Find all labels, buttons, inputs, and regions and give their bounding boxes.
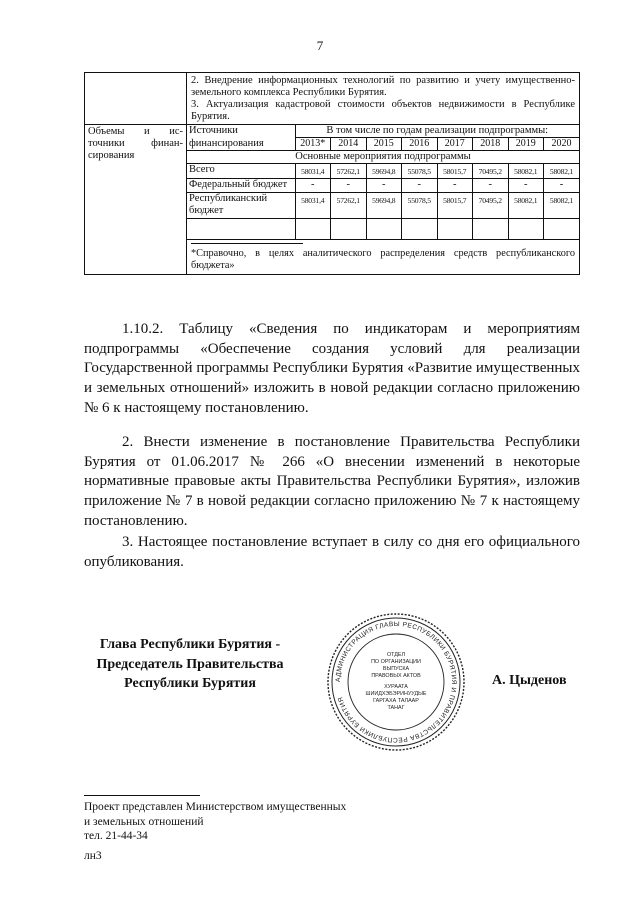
year-cell: 2017 — [437, 138, 473, 151]
value-cell: 59694,8 — [366, 192, 402, 218]
seal-center-line: ОТДЕЛ — [386, 652, 406, 658]
value-cell: 59694,8 — [366, 164, 402, 179]
seal-center-line: ПРАВОВЫХ АКТОВ — [371, 673, 421, 679]
goals-label-cell — [85, 73, 187, 125]
paragraph-2: 2. Внести изменение в постановление Правительства Республики Бурятия от 01.06.2017 № 266 «О внесении изменений в некоторые нормативные правовые акты Правительства Республики Бурятия», изложив приложение № 7 в новой редакции согласно приложению № 7 к настоящему постановлению. — [84, 434, 580, 529]
signatory-title-line: Республики Бурятия — [124, 676, 256, 691]
row-label-line: Объемы и ис- — [88, 126, 183, 137]
goal-item-2: 2. Внедрение информационных технологий по развитию и учету имущественно-земельного комплекса Республики Бурятия. — [191, 75, 575, 98]
footnote-text: *Справочно, в целях аналитического распределения средств республиканского бюджета» — [191, 247, 575, 271]
seal-center-line: ПО ОРГАНИЗАЦИИ — [371, 659, 421, 665]
row-label-line: точники финан- — [88, 138, 183, 149]
years-header: В том числе по годам реализации подпрограммы: — [295, 125, 579, 138]
financing-label-cell — [85, 125, 187, 275]
value-cell: - — [473, 179, 509, 193]
row-label: Республиканский бюджет — [187, 192, 295, 218]
table-row — [187, 192, 579, 218]
submitter-note — [84, 800, 346, 844]
table-row — [187, 164, 579, 179]
goals-cell — [187, 73, 580, 125]
table-row — [187, 179, 579, 193]
value-cell: 70495,2 — [473, 192, 509, 218]
year-cell: 2015 — [366, 138, 402, 151]
value-cell: 58082,1 — [544, 164, 580, 179]
seal-center-line: ВЫПУСКА — [382, 666, 410, 672]
paragraph-3: 3. Настоящее постановление вступает в силу со дня его официального опубликования. — [84, 534, 580, 570]
financing-table — [187, 125, 579, 274]
value-cell: - — [331, 179, 367, 193]
seal-ring-text: АДМИНИСТРАЦИЯ ГЛАВЫ РЕСПУБЛИКИ БУРЯТИЯ И ПРАВИТЕЛЬСТВА РЕСПУБЛИКИ БУРЯТИЯ — [334, 620, 458, 744]
seal-center-line: ТАНАГ — [387, 705, 405, 711]
footnote-row — [187, 239, 579, 274]
signatory-title-line: Председатель Правительства — [96, 656, 284, 672]
submitter-note-line: и земельных отношений — [84, 815, 204, 828]
goals-row — [85, 73, 580, 125]
seal-center-line: ХУРААТА — [384, 684, 408, 690]
year-cell: 2014 — [331, 138, 367, 151]
year-cell: 2020 — [544, 138, 580, 151]
signatory-title — [84, 635, 296, 694]
value-cell: 58082,1 — [544, 192, 580, 218]
row-label-line: сирования — [88, 150, 135, 161]
footnote-rule — [191, 243, 303, 244]
section-row — [187, 151, 579, 164]
value-cell: - — [437, 179, 473, 193]
value-cell: - — [508, 179, 544, 193]
footnote-cell — [187, 239, 579, 274]
value-cell: 70495,2 — [473, 164, 509, 179]
value-cell: - — [295, 179, 331, 193]
value-cell: 58082,1 — [508, 164, 544, 179]
value-cell: 55078,5 — [402, 192, 438, 218]
bottom-divider — [84, 795, 200, 796]
value-cell: 55078,5 — [402, 164, 438, 179]
page-number: 7 — [316, 38, 324, 53]
blank-row — [187, 218, 579, 239]
year-cell: 2019 — [508, 138, 544, 151]
value-cell: 58031,4 — [295, 164, 331, 179]
signatory-name: А. Цыденов — [492, 673, 567, 688]
signatory-title-line: Глава Республики Бурятия - — [99, 637, 281, 652]
year-cell: 2016 — [402, 138, 438, 151]
seal-center-line: ГАРГАХА ТАЛААР — [373, 698, 419, 704]
value-cell: - — [402, 179, 438, 193]
submitter-note-line: Проект представлен Министерством имущественных — [84, 801, 347, 813]
value-cell: - — [544, 179, 580, 193]
file-code: лн3 — [84, 850, 102, 862]
paragraph-1-10-2: 1.10.2. Таблицу «Сведения по индикаторам и мероприятиям подпрограммы «Обеспечение создания условий для реализации Государственной программы Республики Бурятия «Развитие имущественных и земельных отношений» изложить в новой редакции согласно приложению № 6 к настоящему постановлению. — [84, 321, 580, 416]
value-cell: - — [366, 179, 402, 193]
section-title: Основные мероприятия подпрограммы — [187, 151, 579, 164]
row-label: Всего — [187, 164, 295, 179]
value-cell: 58015,7 — [437, 164, 473, 179]
value-cell: 58082,1 — [508, 192, 544, 218]
official-seal — [326, 612, 466, 752]
submitter-phone: тел. 21-44-34 — [84, 830, 148, 842]
financing-cell — [187, 125, 580, 275]
value-cell: 57262,1 — [331, 192, 367, 218]
value-cell: 58031,4 — [295, 192, 331, 218]
seal-center-line: ШИИДХЭБЭРИНУУДЫЕ — [365, 691, 427, 697]
financing-row — [85, 125, 580, 275]
goal-item-3: 3. Актуализация кадастровой стоимости объектов недвижимости в Республике Бурятия. — [191, 99, 575, 122]
passport-table — [84, 72, 580, 275]
row-label: Федеральный бюджет — [187, 179, 295, 193]
fin-header-row — [187, 125, 579, 138]
value-cell: 58015,7 — [437, 192, 473, 218]
value-cell: 57262,1 — [331, 164, 367, 179]
sources-header: Источники финансирования — [187, 125, 295, 151]
year-cell: 2018 — [473, 138, 509, 151]
year-cell: 2013* — [295, 138, 331, 151]
